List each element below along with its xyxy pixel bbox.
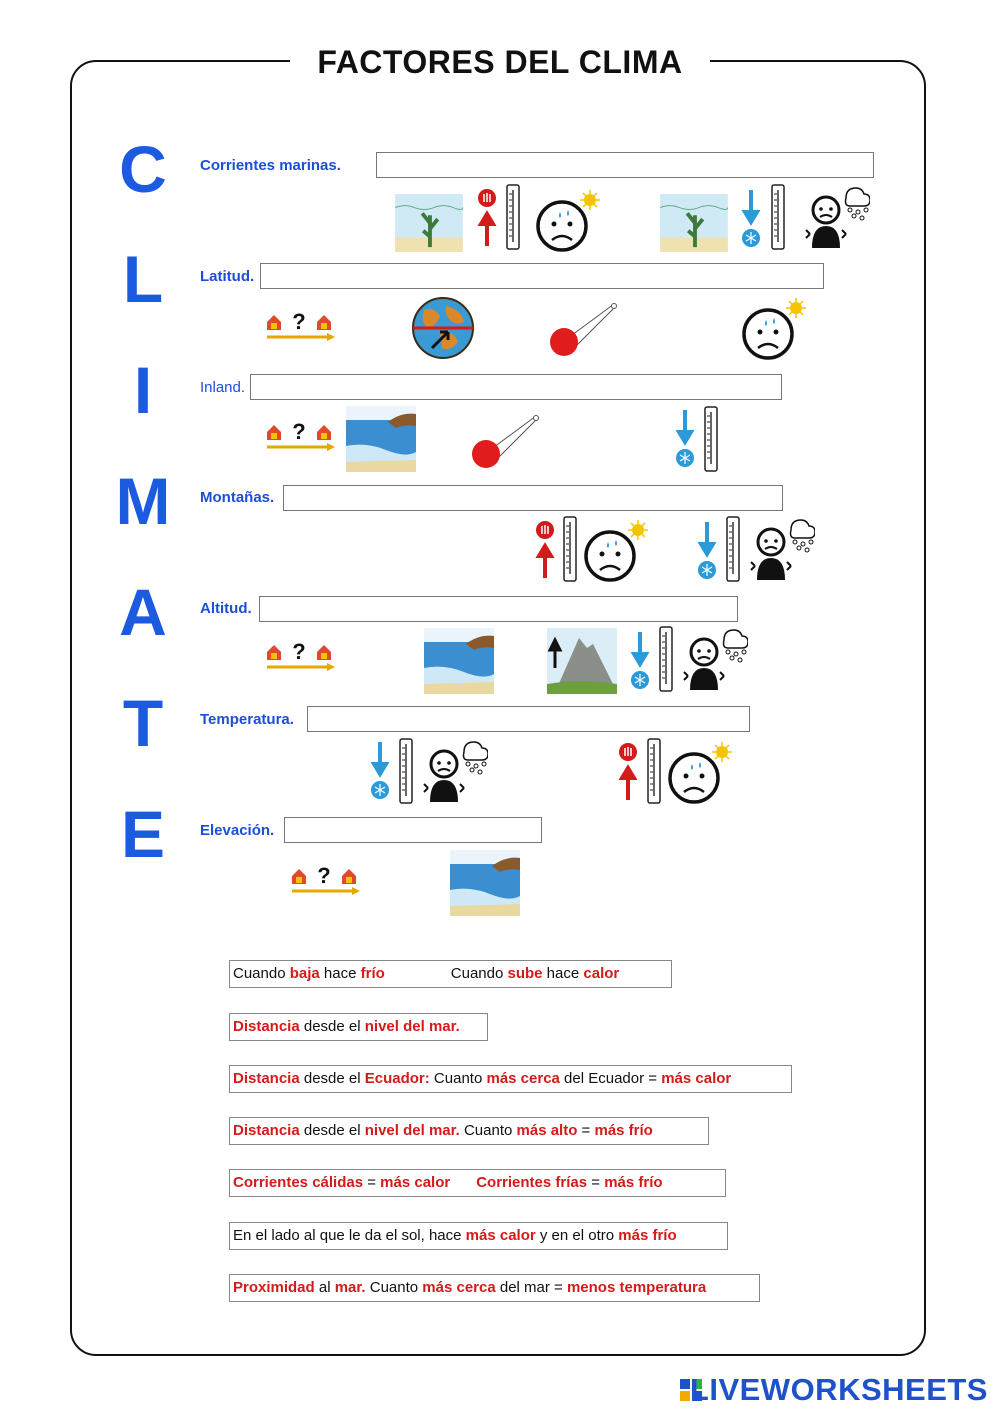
card-text: Cuando	[233, 965, 290, 982]
worksheet-title: FACTORES DEL CLIMA	[290, 40, 710, 84]
thermometer-icon	[703, 406, 719, 472]
answer-input-latitud[interactable]	[260, 263, 824, 289]
answer-input-corrientes[interactable]	[376, 152, 874, 178]
definition-card[interactable]	[229, 1117, 709, 1145]
card-highlight-text: Distancia	[233, 1070, 300, 1087]
label-inland: Inland.	[200, 379, 246, 396]
card-highlight-text: Distancia	[233, 1018, 300, 1035]
distance-question-icon	[265, 642, 335, 676]
beach-sea-icon	[450, 850, 520, 916]
card-text: desde el	[299, 1122, 365, 1139]
cold-person-icon	[745, 516, 815, 582]
distance-question-icon	[265, 422, 335, 456]
falling-ball-icon	[548, 298, 618, 358]
card-text: hace	[542, 965, 584, 982]
card-text: Cuanto	[365, 1279, 423, 1296]
hot-arrow-icon	[477, 188, 497, 248]
card-text: En el lado al que le da el sol, hace	[233, 1227, 466, 1244]
label-elevacion: Elevación.	[200, 822, 275, 839]
card-text: del mar =	[495, 1279, 567, 1296]
letter-t: T	[122, 686, 164, 760]
definition-card[interactable]	[229, 1013, 488, 1041]
answer-input-altitud[interactable]	[259, 596, 738, 622]
card-highlight-text: más frío	[594, 1122, 653, 1139]
card-highlight-text: baja	[289, 965, 320, 982]
card-highlight-text: más cerca	[422, 1279, 496, 1296]
hot-arrow-icon	[535, 520, 555, 580]
sweating-face-icon	[534, 188, 604, 254]
sea-seaweed-icon	[394, 194, 464, 252]
answer-input-inland[interactable]	[250, 374, 782, 400]
label-montanas: Montañas.	[200, 489, 275, 506]
label-latitud: Latitud.	[200, 268, 255, 285]
card-highlight-text: mar.	[334, 1279, 366, 1296]
sweating-face-icon	[582, 518, 652, 584]
card-highlight-text: nivel del mar.	[364, 1122, 460, 1139]
definition-card[interactable]	[229, 1222, 728, 1250]
card-highlight-text: más calor	[661, 1070, 732, 1087]
cold-person-icon	[418, 738, 488, 804]
liveworksheets-brand: LIVEWORKSHEETS	[689, 1372, 988, 1407]
beach-sea-icon	[424, 628, 494, 694]
hot-arrow-icon	[618, 742, 638, 802]
cold-arrow-icon	[630, 630, 650, 692]
letter-l: L	[122, 242, 164, 316]
card-text: desde el	[299, 1018, 365, 1035]
cold-arrow-icon	[741, 188, 761, 250]
card-text: del Ecuador =	[559, 1070, 662, 1087]
card-text: al	[314, 1279, 335, 1296]
sweating-face-icon	[740, 296, 810, 362]
card-text: Cuando	[450, 965, 508, 982]
card-highlight-text: menos temperatura	[566, 1279, 707, 1296]
answer-input-elevacion[interactable]	[284, 817, 542, 843]
card-text: =	[363, 1174, 381, 1191]
card-text: Cuanto	[429, 1070, 487, 1087]
label-altitud: Altitud.	[200, 600, 252, 617]
card-text: Cuanto	[459, 1122, 517, 1139]
cold-arrow-icon	[370, 740, 390, 802]
definition-card[interactable]	[229, 1169, 726, 1197]
card-highlight-text: más cerca	[486, 1070, 560, 1087]
card-text: desde el	[299, 1070, 365, 1087]
thermometer-icon	[505, 184, 521, 250]
thermometer-icon	[658, 626, 674, 692]
card-text: =	[587, 1174, 605, 1191]
cold-person-icon	[678, 626, 748, 692]
mountain-altitude-icon	[547, 628, 617, 694]
label-corrientes: Corrientes marinas.	[200, 157, 341, 174]
letter-a: A	[119, 575, 167, 649]
sea-seaweed-icon	[659, 194, 729, 252]
letter-e: E	[120, 797, 166, 871]
card-text: =	[577, 1122, 595, 1139]
card-highlight-text: Ecuador:	[364, 1070, 430, 1087]
definition-card[interactable]	[229, 1065, 792, 1093]
definition-card[interactable]	[229, 960, 672, 988]
thermometer-icon	[725, 516, 741, 582]
definition-card[interactable]	[229, 1274, 760, 1302]
card-highlight-text: Distancia	[233, 1122, 300, 1139]
distance-question-icon	[265, 312, 335, 346]
answer-input-temperatura[interactable]	[307, 706, 750, 732]
card-highlight-text: Corrientes cálidas	[233, 1174, 364, 1191]
card-highlight-text: más alto	[516, 1122, 578, 1139]
cold-arrow-icon	[697, 520, 717, 582]
card-highlight-text: frío	[360, 965, 385, 982]
card-highlight-text: calor	[583, 965, 620, 982]
falling-ball-icon	[470, 410, 540, 470]
card-highlight-text: nivel del mar.	[364, 1018, 460, 1035]
thermometer-icon	[398, 738, 414, 804]
thermometer-icon	[646, 738, 662, 804]
cold-person-icon	[800, 184, 870, 250]
letter-m: M	[115, 464, 171, 538]
globe-equator-icon	[410, 296, 476, 360]
card-highlight-text: más calor	[380, 1174, 451, 1191]
thermometer-icon	[770, 184, 786, 250]
card-highlight-text: más frío	[618, 1227, 677, 1244]
cold-arrow-icon	[675, 408, 695, 470]
distance-question-icon	[290, 866, 360, 900]
card-highlight-text: más frío	[604, 1174, 663, 1191]
card-highlight-text: Proximidad	[233, 1279, 315, 1296]
card-highlight-text: más calor	[465, 1227, 536, 1244]
letter-i: I	[133, 353, 153, 427]
card-highlight-text: sube	[507, 965, 543, 982]
sweating-face-icon	[666, 740, 736, 806]
thermometer-icon	[562, 516, 578, 582]
card-highlight-text: Corrientes frías	[476, 1174, 588, 1191]
card-text: y en el otro	[535, 1227, 619, 1244]
card-text: hace	[319, 965, 361, 982]
label-temperatura: Temperatura.	[200, 711, 294, 728]
letter-c: C	[119, 132, 167, 206]
answer-input-montanas[interactable]	[283, 485, 783, 511]
beach-sea-icon	[346, 406, 416, 472]
